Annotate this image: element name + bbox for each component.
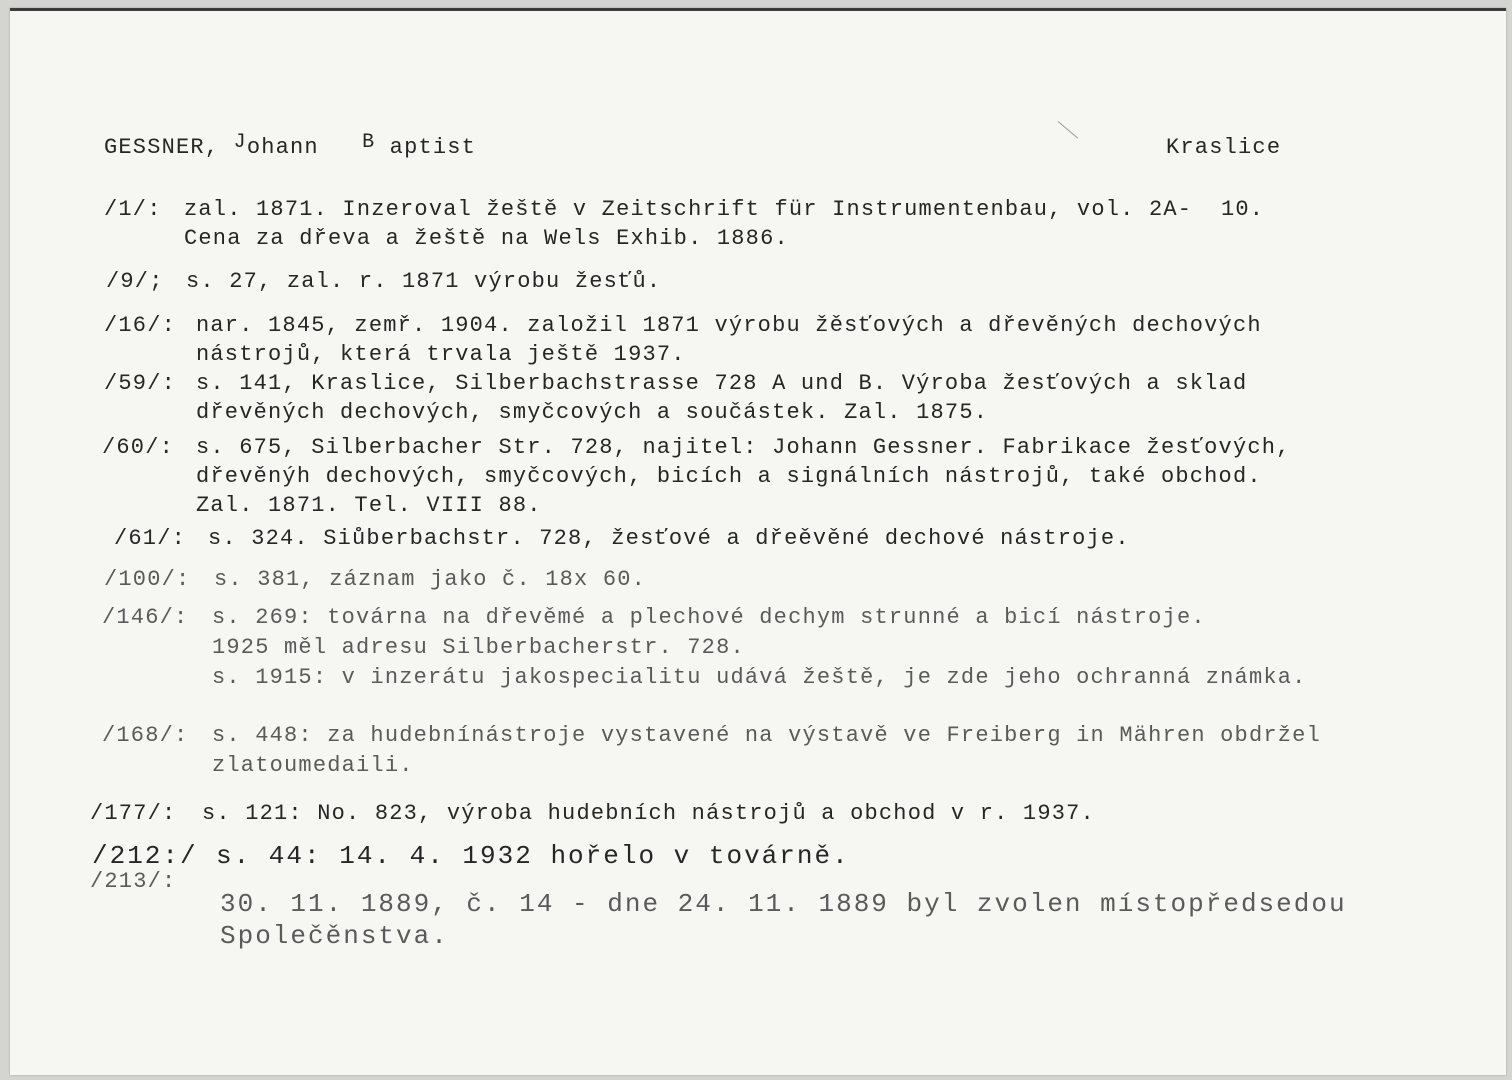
entry-line: s. 324. Siůberbachstr. 728, žesťové a dřeěvěné dechové nástroje. bbox=[208, 526, 1130, 551]
index-card bbox=[10, 8, 1506, 1075]
entry-line: Zal. 1871. Tel. VIII 88. bbox=[196, 493, 542, 518]
entry-ref: /61/: bbox=[114, 526, 187, 551]
entry-line: zal. 1871. Inzeroval žeště v Zeitschrift für Instrumentenbau, vol. 2A- 10. bbox=[184, 197, 1265, 222]
middle-initial: B bbox=[362, 131, 376, 154]
entry-ref: /146/: bbox=[102, 605, 189, 630]
entry-line: s. 27, zal. r. 1871 výrobu žesťů. bbox=[186, 269, 662, 294]
place-name: Kraslice bbox=[1166, 135, 1282, 160]
middle-name-rest: aptist bbox=[389, 135, 477, 160]
entry-ref: /212:/ bbox=[92, 841, 198, 871]
entry-line: Cena za dřeva a žeště na Wels Exhib. 1886. bbox=[184, 226, 789, 251]
entry-ref: /60/: bbox=[102, 435, 175, 460]
entry-ref: /213/: bbox=[90, 869, 177, 894]
entry-line: s. 44: 14. 4. 1932 hořelo v továrně. bbox=[216, 841, 850, 871]
entry-line: s. 121: No. 823, výroba hudebních nástrojů a obchod v r. 1937. bbox=[202, 801, 1095, 826]
entry-ref: /9/; bbox=[106, 269, 164, 294]
entry-line: s. 381, záznam jako č. 18x 60. bbox=[214, 567, 647, 592]
entry-line: dřevěnýh dechových, smyčcových, bicích a signálních nástrojů, také obchod. bbox=[196, 464, 1262, 489]
entry-line: s. 1915: v inzerátu jakospecialitu udává žeště, je zde jeho ochranná známka. bbox=[212, 665, 1307, 690]
entry-ref: /1/: bbox=[104, 197, 162, 222]
entry-ref: /16/: bbox=[104, 313, 177, 338]
entry-line: s. 448: za hudebnínástroje vystavené na výstavě ve Freiberg in Mähren obdržel bbox=[212, 723, 1321, 748]
pen-mark bbox=[1058, 121, 1079, 138]
entry-ref: /100/: bbox=[104, 567, 191, 592]
entry-line: 1925 měl adresu Silberbacherstr. 728. bbox=[212, 635, 745, 660]
card-header-name bbox=[104, 131, 477, 160]
entry-line: s. 141, Kraslice, Silberbachstrasse 728 A und B. Výroba žesťových a sklad bbox=[196, 371, 1248, 396]
entry-ref: /59/: bbox=[104, 371, 177, 396]
entry-line: s. 675, Silberbacher Str. 728, najitel: Johann Gessner. Fabrikace žesťových, bbox=[196, 435, 1291, 460]
entry-line: dřevěných dechových, smyčcových a součástek. Zal. 1875. bbox=[196, 400, 989, 425]
surname: GESSNER, bbox=[104, 135, 220, 160]
entry-ref: /168/: bbox=[102, 723, 189, 748]
entry-line: 30. 11. 1889, č. 14 - dne 24. 11. 1889 byl zvolen místopředsedou bbox=[220, 889, 1347, 919]
first-name-rest: ohann bbox=[246, 135, 319, 160]
entry-line: zlatoumedaili. bbox=[212, 753, 414, 778]
first-initial: J bbox=[233, 131, 247, 154]
entry-ref: /177/: bbox=[90, 801, 177, 826]
entry-line: nástrojů, která trvala ještě 1937. bbox=[196, 342, 686, 367]
entry-line: nar. 1845, zemř. 1904. založil 1871 výrobu žěsťových a dřevěných dechových bbox=[196, 313, 1262, 338]
entry-line: Společěnstva. bbox=[220, 921, 449, 951]
entry-line: s. 269: továrna na dřevěmé a plechové dechym strunné a bicí nástroje. bbox=[212, 605, 1206, 630]
